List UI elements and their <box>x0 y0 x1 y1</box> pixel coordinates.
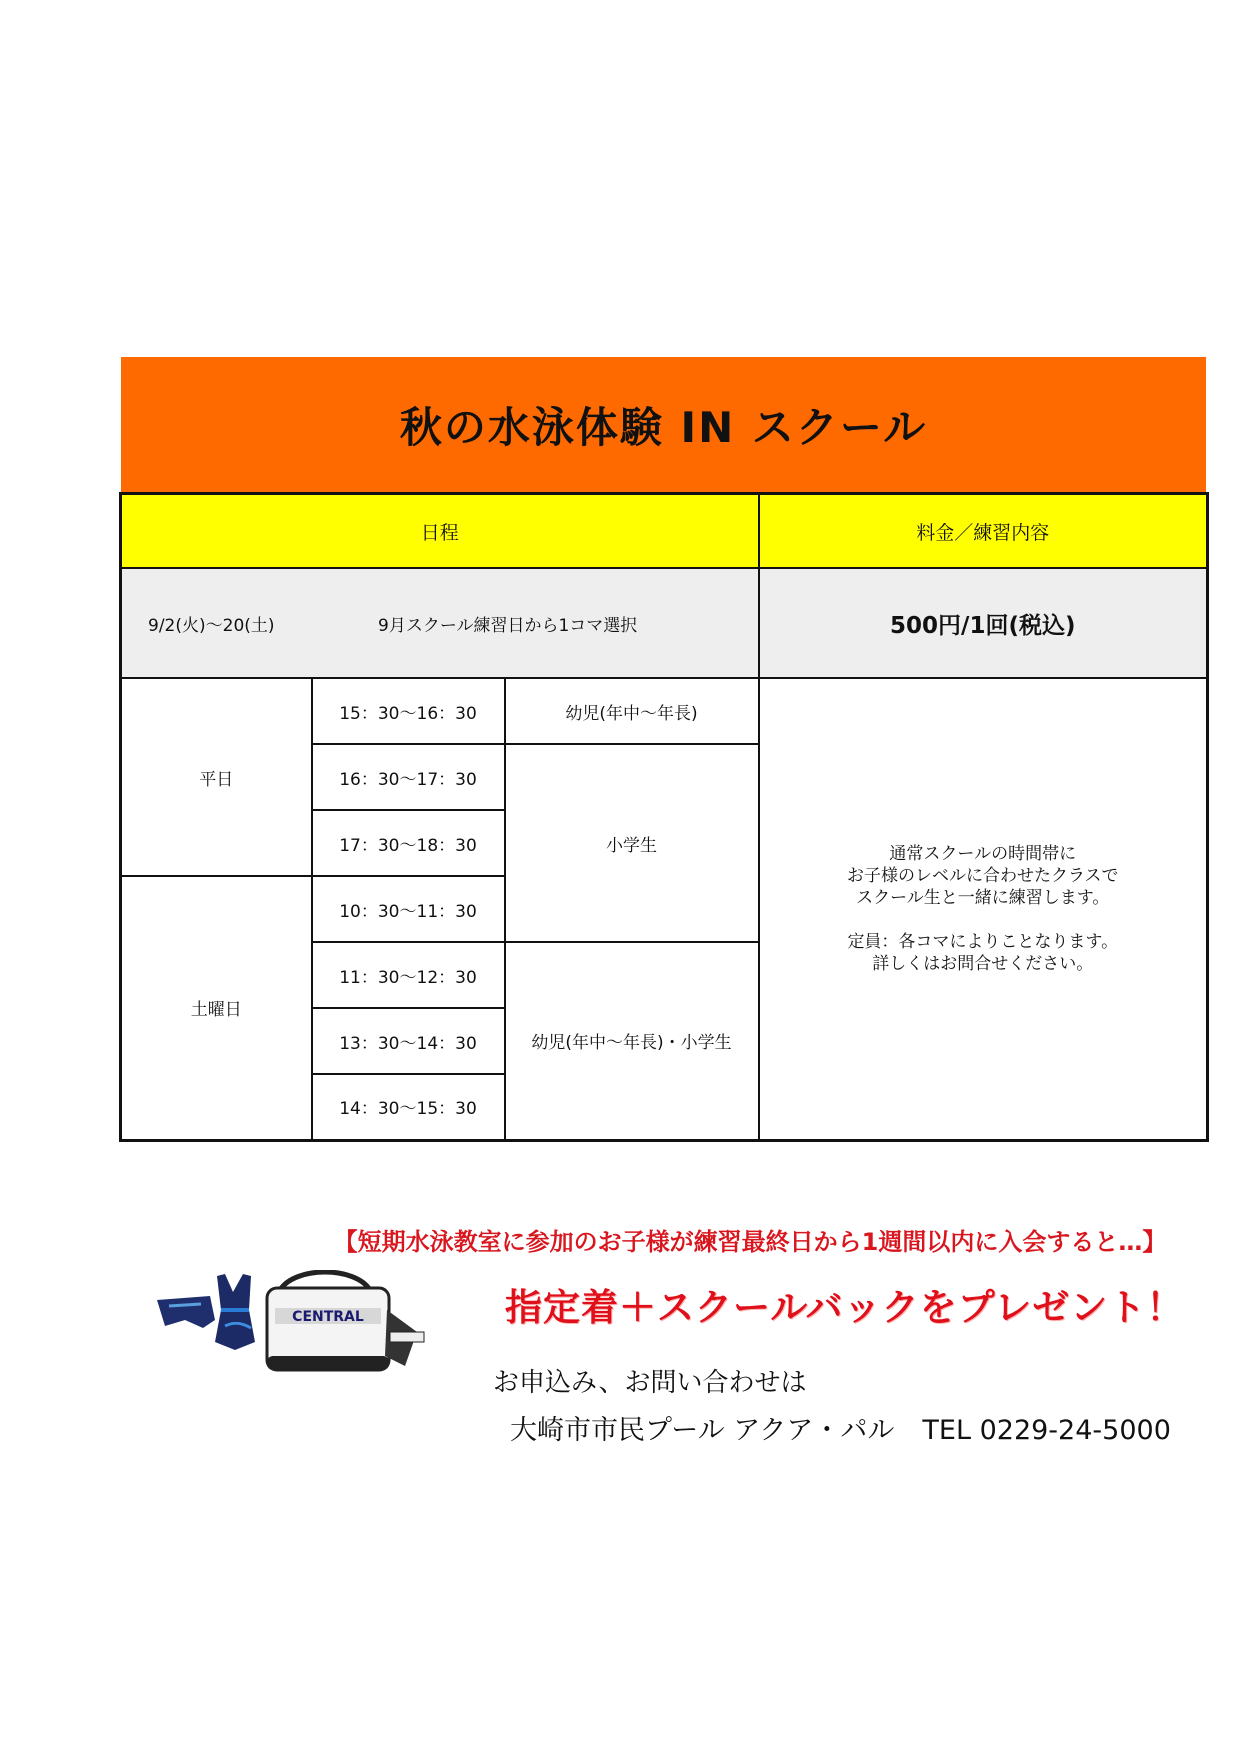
schedule-table <box>119 492 1209 1142</box>
inquiry-note: 詳しくはお問合せください。 <box>872 953 1094 974</box>
time-slot: 11：30～12：30 <box>312 942 505 1008</box>
description-line: 通常スクールの時間帯に <box>889 843 1077 864</box>
time-slot: 14：30～15：30 <box>312 1074 505 1140</box>
group-elementary: 小学生 <box>505 744 759 942</box>
facility-name: 大崎市市民プール アクア・パル <box>510 1415 895 1446</box>
bag-brand-text: CENTRAL <box>292 1309 364 1325</box>
school-bag-icon <box>267 1272 424 1370</box>
period-cell <box>121 568 759 678</box>
header-fee: 料金／練習内容 <box>759 494 1208 569</box>
contact-heading: お申込み、お問い合わせは <box>493 1368 807 1398</box>
phone-number[interactable]: TEL 0229-24-5000 <box>922 1415 1171 1446</box>
saturday-label: 土曜日 <box>121 876 312 1140</box>
period-dates: 9/2(火)～20(土) <box>148 615 275 636</box>
time-slot: 17：30～18：30 <box>312 810 505 876</box>
promo-headline: 【短期水泳教室に参加のお子様が練習最終日から1週間以内に入会すると…】 <box>333 1228 1167 1256</box>
swimsuit-icon <box>157 1274 255 1350</box>
title-banner <box>121 357 1206 492</box>
capacity-note: 定員：各コマによりことなります。 <box>847 931 1119 952</box>
contact-line <box>510 1408 1171 1447</box>
promo-main: 指定着＋スクールバックをプレゼント！ <box>505 1286 1185 1329</box>
period-note: 9月スクール練習日から1コマ選択 <box>378 615 638 636</box>
group-mixed: 幼児(年中～年長)・小学生 <box>505 942 759 1140</box>
table-header-row <box>121 494 1208 569</box>
group-toddler: 幼児(年中～年長) <box>505 678 759 744</box>
description-line: スクール生と一緒に練習します。 <box>856 887 1110 908</box>
practice-description <box>759 678 1208 1140</box>
description-line: お子様のレベルに合わせたクラスで <box>847 865 1119 886</box>
time-slot: 15：30～16：30 <box>312 678 505 744</box>
time-slot: 13：30～14：30 <box>312 1008 505 1074</box>
time-slot: 10：30～11：30 <box>312 876 505 942</box>
period-row <box>121 568 1208 678</box>
time-slot: 16：30～17：30 <box>312 744 505 810</box>
gift-images <box>155 1270 445 1385</box>
table-row <box>121 678 1208 744</box>
weekday-label: 平日 <box>121 678 312 876</box>
page-title: 秋の水泳体験 IN スクール <box>399 402 928 452</box>
price: 500円/1回(税込) <box>759 568 1208 678</box>
header-schedule: 日程 <box>121 494 759 569</box>
